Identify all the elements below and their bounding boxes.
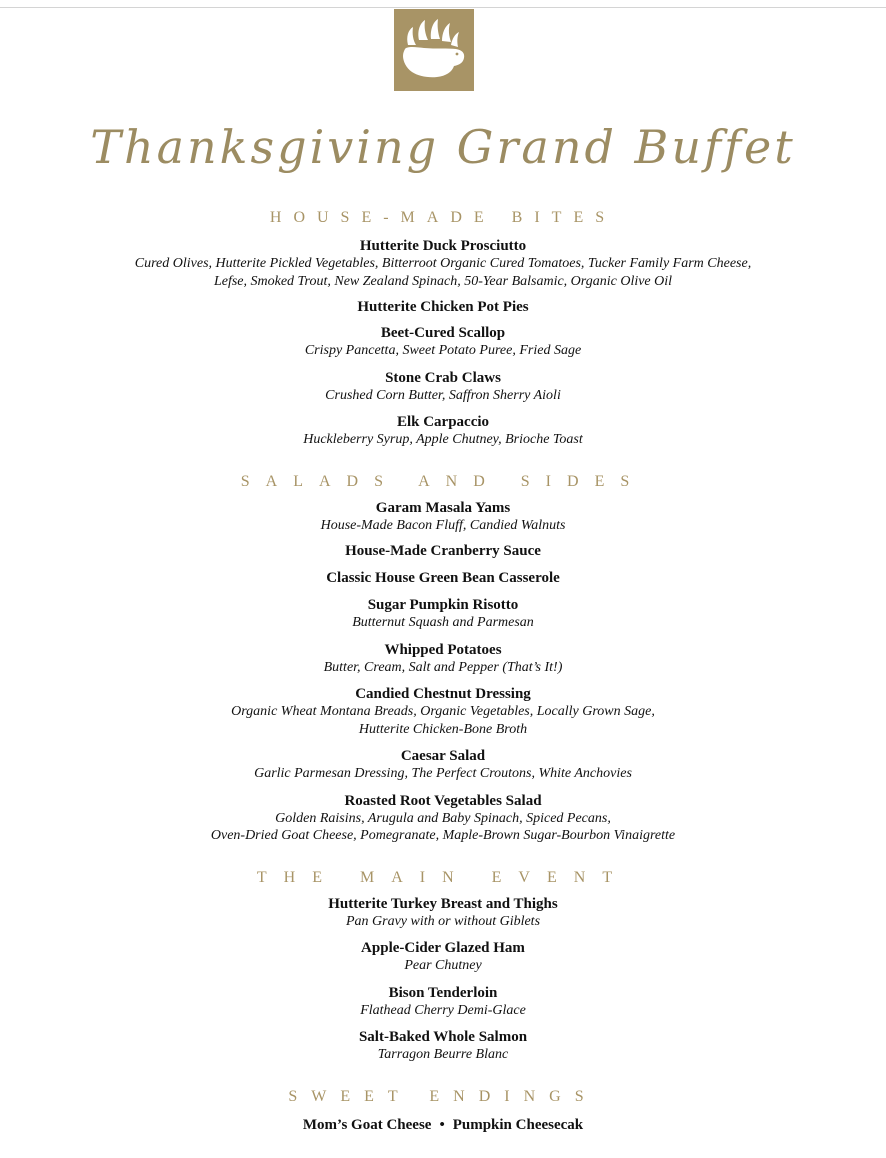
logo bbox=[394, 9, 474, 91]
item-description: Organic Wheat Montana Breads, Organic Vegetables, Locally Grown Sage, bbox=[231, 704, 655, 719]
item-name: Hutterite Duck Prosciutto bbox=[359, 238, 527, 254]
item-description: Butter, Cream, Salt and Pepper (That’s It!) bbox=[323, 659, 563, 675]
sweet-items bbox=[0, 1116, 886, 1134]
page-title: Thanksgiving Grand Buffet bbox=[90, 120, 796, 174]
menu-item bbox=[0, 939, 886, 975]
menu-item bbox=[0, 984, 886, 1020]
menu-item bbox=[0, 369, 886, 405]
menu-item bbox=[0, 298, 886, 316]
item-name: Hutterite Turkey Breast and Thighs bbox=[328, 895, 558, 912]
item-name: Salt-Baked Whole Salmon bbox=[358, 1029, 528, 1045]
section-heading-main: THE MAIN EVENT bbox=[256, 868, 630, 886]
menu-item bbox=[0, 499, 886, 535]
menu-item bbox=[0, 596, 886, 632]
item-name: Stone Crab Claws bbox=[385, 369, 501, 386]
item-name: Mom’s Goat Cheese bbox=[302, 1116, 432, 1133]
item-name: Sugar Pumpkin Risotto bbox=[367, 597, 519, 613]
item-description: Lefse, Smoked Trout, New Zealand Spinach, 50-Year Balsamic, Organic Olive Oil bbox=[213, 273, 673, 289]
item-name: Classic House Green Bean Casserole bbox=[326, 570, 560, 586]
item-name: Bison Tenderloin bbox=[388, 984, 498, 1001]
item-name: Pumpkin Cheesecak bbox=[452, 1116, 584, 1133]
item-description: House-Made Bacon Fluff, Candied Walnuts bbox=[320, 517, 566, 533]
item-description: Oven-Dried Goat Cheese, Pomegranate, Maple-Brown Sugar-Bourbon Vinaigrette bbox=[210, 828, 676, 843]
item-description: Huckleberry Syrup, Apple Chutney, Brioche Toast bbox=[303, 432, 583, 447]
item-description: Butternut Squash and Parmesan bbox=[352, 615, 534, 630]
item-name: Apple-Cider Glazed Ham bbox=[361, 940, 525, 956]
item-description: Garlic Parmesan Dressing, The Perfect Croutons, White Anchovies bbox=[254, 766, 632, 781]
item-name: Elk Carpaccio bbox=[396, 414, 490, 430]
menu-item bbox=[0, 542, 886, 560]
menu-item bbox=[0, 569, 886, 587]
item-description: Pan Gravy with or without Giblets bbox=[345, 913, 541, 929]
item-name: Caesar Salad bbox=[400, 748, 486, 764]
section-heading-sweet: SWEET ENDINGS bbox=[288, 1087, 598, 1105]
menu-item bbox=[0, 685, 886, 738]
menu-item bbox=[0, 324, 886, 360]
menu-item bbox=[0, 792, 886, 845]
item-name: House-Made Cranberry Sauce bbox=[345, 543, 541, 559]
item-name: Whipped Potatoes bbox=[384, 641, 502, 658]
item-description: Pear Chutney bbox=[404, 958, 482, 973]
item-description: Cured Olives, Hutterite Pickled Vegetables, Bitterroot Organic Cured Tomatoes, Tucker Family Farm Cheese, bbox=[134, 256, 752, 271]
item-description: Crispy Pancetta, Sweet Potato Puree, Fried Sage bbox=[304, 343, 582, 358]
item-name: Hutterite Chicken Pot Pies bbox=[357, 299, 529, 315]
menu-item bbox=[0, 413, 886, 449]
item-name: Beet-Cured Scallop bbox=[380, 325, 506, 341]
section-heading-salads: SALADS AND SIDES bbox=[240, 472, 646, 490]
item-description: Crushed Corn Butter, Saffron Sherry Aioli bbox=[325, 387, 561, 403]
item-name: Candied Chestnut Dressing bbox=[355, 686, 531, 702]
menu-item bbox=[0, 641, 886, 677]
bullet-separator: • bbox=[439, 1116, 445, 1133]
logo-bear-icon bbox=[394, 9, 474, 91]
item-name: Garam Masala Yams bbox=[375, 499, 511, 516]
section-heading-bites: HOUSE-MADE BITES bbox=[269, 209, 617, 226]
item-description: Hutterite Chicken-Bone Broth bbox=[358, 721, 528, 737]
menu bbox=[0, 208, 886, 1134]
menu-item bbox=[0, 895, 886, 931]
item-description: Tarragon Beurre Blanc bbox=[377, 1047, 509, 1062]
menu-item bbox=[0, 747, 886, 783]
menu-item bbox=[0, 1028, 886, 1064]
menu-item bbox=[0, 237, 886, 290]
item-description: Flathead Cherry Demi-Glace bbox=[360, 1002, 526, 1018]
item-description: Golden Raisins, Arugula and Baby Spinach, Spiced Pecans, bbox=[275, 810, 611, 826]
top-rule bbox=[0, 7, 886, 8]
item-name: Roasted Root Vegetables Salad bbox=[344, 792, 542, 809]
